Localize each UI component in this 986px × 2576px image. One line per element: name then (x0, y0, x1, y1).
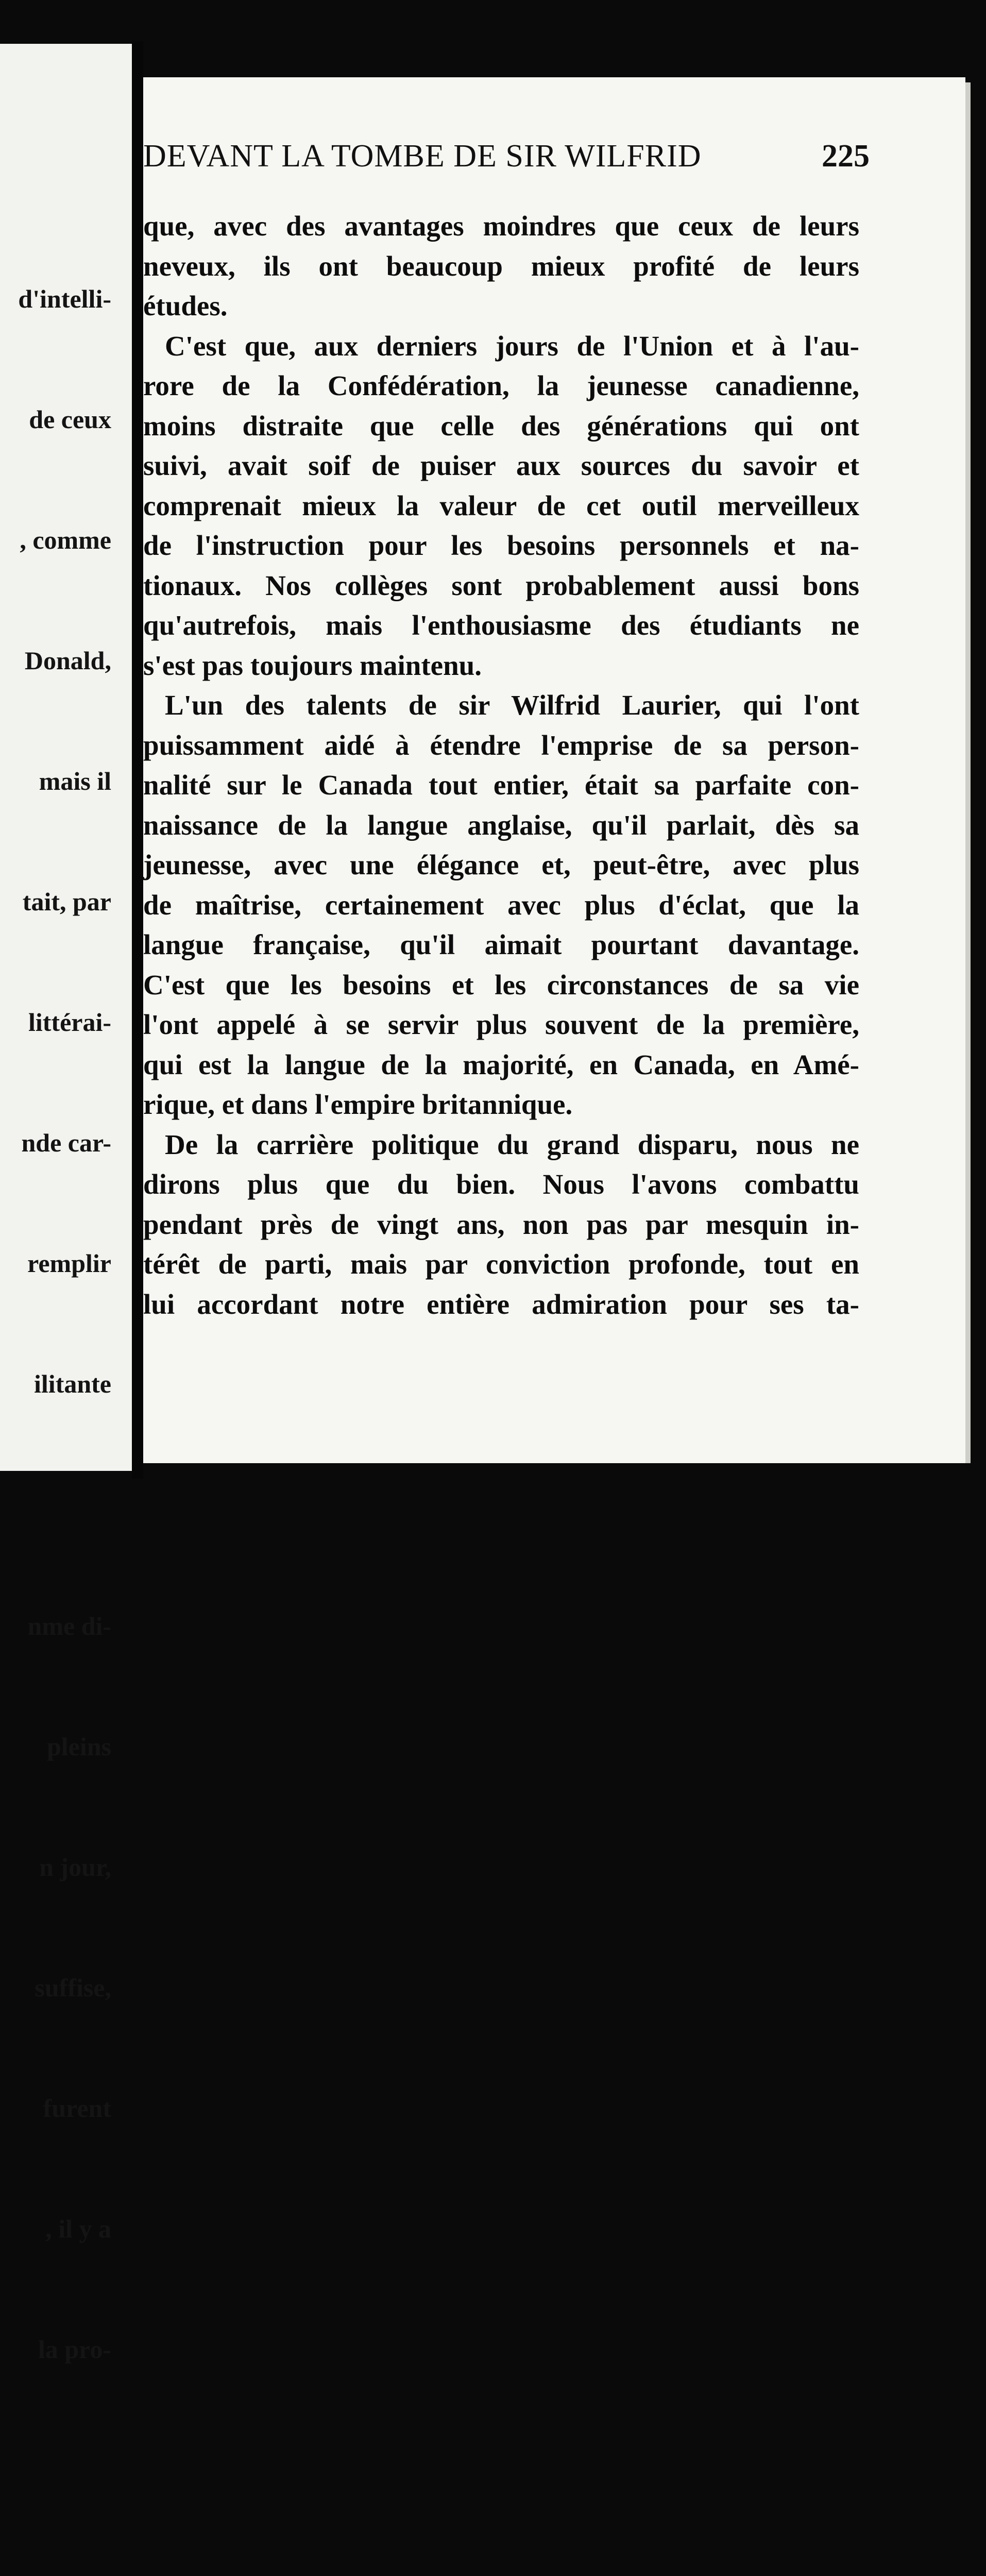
left-line: n jour, (39, 1853, 111, 1882)
text-line: rique, et dans l'empire britannique. (143, 1089, 573, 1120)
right-page (143, 77, 965, 1463)
left-paragraph-gap (18, 1484, 111, 1526)
left-line: la pro- (38, 2335, 111, 2364)
text-line: s'est pas toujours maintenu. (143, 649, 482, 681)
text-line: qu'autrefois, mais l'enthousiasme des étudiants ne (143, 609, 859, 641)
text-line: tionaux. Nos collèges sont probablement aussi bons (143, 569, 859, 601)
left-line: mais il (39, 767, 111, 795)
left-line: d'intelli- (18, 284, 111, 313)
text-line: de maîtrise, certainement avec plus d'éclat, que la (143, 889, 859, 921)
left-line: tait, par (22, 887, 111, 916)
text-line: térêt de parti, mais par conviction profonde, tout en (143, 1248, 859, 1280)
text-line: langue française, qu'il aimait pourtant davantage. (143, 929, 859, 960)
left-line: de ceux (29, 405, 111, 434)
text-line: dirons plus que du bien. Nous l'avons combattu (143, 1168, 859, 1200)
left-line: ilitante (34, 1369, 111, 1398)
paragraph (143, 1125, 859, 1325)
left-paragraph-gap (18, 2450, 111, 2491)
left-line: suffise, (35, 1973, 111, 2002)
page-edge (965, 82, 971, 1463)
left-page-text (18, 198, 111, 2576)
page-body (143, 206, 859, 1324)
text-line: études. (143, 290, 228, 321)
paragraph (143, 685, 859, 1125)
text-line: suivi, avait soif de puiser aux sources du savoir et (143, 450, 859, 481)
text-line: lui accordant notre entière admiration pour ses ta- (143, 1288, 859, 1320)
text-line: jeunesse, avec une élégance et, peut-être, avec plus (143, 849, 859, 880)
text-line: que, avec des avantages moindres que ceux de leurs (143, 210, 859, 242)
book-gutter (132, 41, 143, 1479)
text-line: de l'instruction pour les besoins personnels et na- (143, 530, 859, 561)
left-line: , comme (20, 526, 111, 554)
text-line: moins distraite que celle des générations qui ont (143, 410, 859, 442)
left-line: furent (43, 2094, 111, 2123)
left-line: nme di- (27, 1612, 111, 1640)
text-line: l'ont appelé à se servir plus souvent de la première, (143, 1009, 859, 1040)
left-line: remplir (27, 1249, 111, 1278)
text-line: pendant près de vingt ans, non pas par mesquin in- (143, 1208, 859, 1240)
left-line: Donald, (24, 646, 111, 675)
text-line: rore de la Confédération, la jeunesse canadienne, (143, 370, 859, 401)
left-line (18, 2571, 111, 2576)
paragraph (143, 206, 859, 326)
left-line: nde car- (21, 1128, 111, 1157)
text-line: nalité sur le Canada tout entier, était sa parfaite con- (143, 769, 859, 801)
left-line: pleins (46, 1732, 111, 1761)
text-line: puissamment aidé à étendre l'emprise de sa person- (143, 729, 859, 761)
text-line: L'un des talents de sir Wilfrid Laurier, qui l'ont (165, 689, 859, 721)
running-title: DEVANT LA TOMBE DE SIR WILFRID (143, 139, 702, 174)
text-line: naissance de la langue anglaise, qu'il parlait, dès sa (143, 809, 859, 841)
text-line: C'est que les besoins et les circonstances de sa vie (143, 969, 859, 1001)
page-header (143, 138, 870, 179)
page-number: 225 (822, 139, 870, 174)
left-line: , il y a (45, 2214, 111, 2243)
text-line: neveux, ils ont beaucoup mieux profité de leurs (143, 250, 859, 282)
left-line: littérai- (28, 1008, 111, 1037)
text-line: C'est que, aux derniers jours de l'Union et à l'au- (165, 330, 859, 362)
text-line: qui est la langue de la majorité, en Canada, en Amé- (143, 1048, 859, 1080)
text-line: De la carrière politique du grand disparu, nous ne (165, 1128, 859, 1160)
left-page-fragment (0, 44, 133, 2364)
paragraph (143, 326, 859, 686)
text-line: comprenait mieux la valeur de cet outil merveilleux (143, 489, 859, 521)
